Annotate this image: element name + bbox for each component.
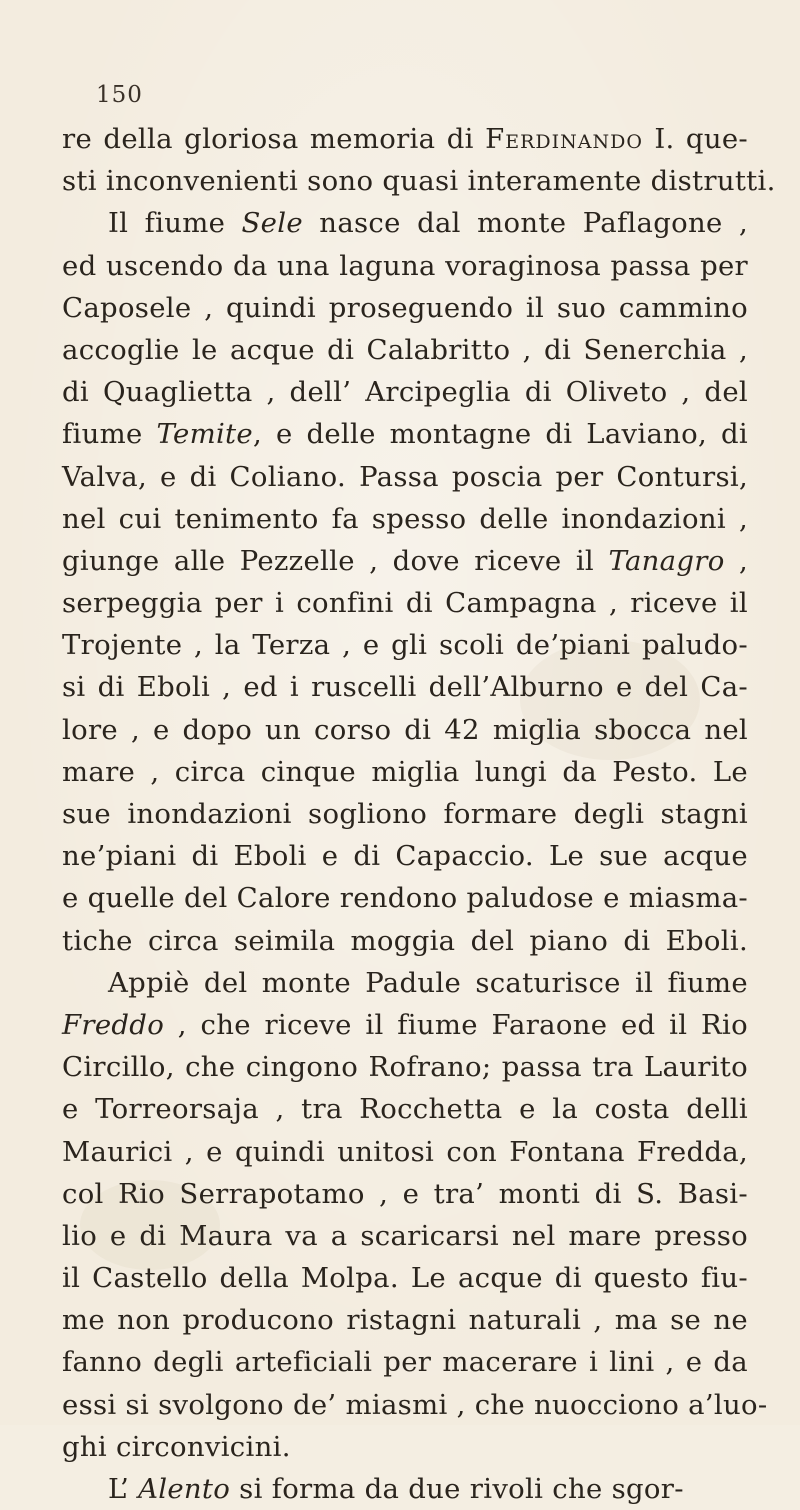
text-segment: si forma da due rivoli che sgor-	[230, 1473, 684, 1505]
text-line	[62, 371, 748, 413]
text-segment: Trojente , la Terza , e gli scoli de’piani paludo-	[62, 629, 748, 662]
text-segment: essi si svolgono de’ miasmi , che nuocciono a’luo-	[62, 1388, 768, 1421]
text-line	[62, 1257, 748, 1299]
text-line	[62, 835, 748, 877]
page-number: 150	[96, 82, 143, 108]
text-line	[62, 1131, 748, 1173]
text-line	[62, 1426, 748, 1468]
text-line	[62, 877, 748, 919]
text-segment: nasce dal monte Paflagone ,	[302, 207, 748, 240]
text-segment: sue inondazioni sogliono formare degli stagni	[62, 798, 748, 830]
text-segment: lio e di Maura va a scaricarsi nel mare presso	[62, 1219, 748, 1252]
text-line	[62, 962, 748, 1004]
text-line	[62, 1468, 748, 1510]
text-line	[62, 287, 748, 329]
text-segment: I. que-	[642, 123, 748, 155]
text-segment: Circillo, che cingono Rofrano; passa tra Laurito	[62, 1051, 748, 1084]
italic-text: Sele	[241, 207, 303, 240]
text-segment: ghi circonvicini.	[62, 1430, 291, 1463]
text-segment: accoglie le acque di Calabritto , di Senerchia ,	[62, 333, 748, 366]
text-line	[62, 245, 748, 287]
text-segment: fanno degli arteficiali per macerare i lini , e da	[62, 1346, 748, 1379]
text-line	[62, 1173, 748, 1215]
text-segment: serpeggia per i confini di Campagna , riceve il	[62, 587, 748, 620]
text-line	[62, 160, 776, 202]
text-line	[62, 793, 748, 835]
text-segment: re della gloriosa memoria di	[62, 123, 486, 155]
text-segment: nel cui tenimento fa spesso delle inondazioni ,	[62, 502, 748, 535]
text-line	[62, 202, 748, 244]
text-segment: col Rio Serrapotamo , e tra’ monti di S. Basi-	[62, 1177, 748, 1210]
text-segment: Maurici , e quindi unitosi con Fontana Fredda,	[62, 1135, 748, 1168]
body-text	[62, 118, 776, 1510]
text-line	[62, 1004, 748, 1046]
text-segment: di Quaglietta , dell’ Arcipeglia di Oliveto , del	[62, 376, 748, 409]
text-segment: , e delle montagne di Laviano, di	[252, 418, 749, 451]
text-line	[62, 498, 748, 540]
text-segment: ,	[724, 544, 749, 577]
text-segment: Il fiume	[108, 207, 242, 240]
text-segment: L’	[108, 1473, 139, 1505]
text-line	[62, 582, 748, 624]
text-line	[62, 456, 748, 498]
italic-text: Tanagro	[608, 544, 725, 577]
text-segment: Valva, e di Coliano. Passa poscia per Contursi,	[62, 460, 748, 493]
text-line	[62, 1215, 748, 1257]
text-segment: ed uscendo da una laguna voraginosa passa per	[62, 249, 748, 282]
text-line	[62, 1384, 768, 1426]
text-segment: lore , e dopo un corso di 42 miglia sbocca nel	[62, 713, 748, 746]
text-line	[62, 118, 748, 160]
text-segment: sti inconvenienti sono quasi interamente distrutti.	[62, 165, 776, 198]
text-segment: il Castello della Molpa. Le acque di questo fiu-	[62, 1262, 748, 1295]
text-line	[62, 540, 748, 582]
text-line	[62, 666, 748, 708]
text-segment: e quelle del Calore rendono paludose e miasma-	[62, 882, 748, 915]
text-segment: giunge alle Pezzelle , dove riceve il	[62, 544, 609, 577]
text-segment: tiche circa seimila moggia del piano di Eboli.	[62, 924, 748, 957]
italic-text: Temite	[156, 418, 253, 451]
text-line	[62, 1088, 748, 1130]
text-line	[62, 1046, 748, 1088]
italic-text: Freddo	[62, 1008, 165, 1041]
text-segment: fiume	[62, 418, 157, 451]
text-line	[62, 1341, 748, 1383]
text-segment: e Torreorsaja , tra Rocchetta e la costa delli	[62, 1093, 748, 1126]
text-segment: ne’piani di Eboli e di Capaccio. Le sue acque	[62, 840, 748, 873]
text-line	[62, 1299, 748, 1341]
text-segment: mare , circa cinque miglia lungi da Pesto. Le	[62, 755, 748, 788]
text-segment: si di Eboli , ed i ruscelli dell’Alburno e del Ca-	[62, 671, 748, 704]
text-line	[62, 920, 748, 962]
text-line	[62, 709, 748, 751]
text-segment: Appiè del monte Padule scaturisce il fiume	[108, 966, 748, 999]
small-caps-text: Ferdinando	[485, 123, 643, 155]
text-line	[62, 751, 748, 793]
italic-text: Alento	[138, 1473, 231, 1505]
text-line	[62, 413, 748, 455]
text-segment: Caposele , quindi proseguendo il suo cammino	[62, 291, 748, 324]
text-line	[62, 329, 748, 371]
text-segment: , che riceve il fiume Faraone ed il Rio	[164, 1008, 748, 1041]
text-line	[62, 624, 748, 666]
text-segment: me non producono ristagni naturali , ma se ne	[62, 1304, 748, 1337]
